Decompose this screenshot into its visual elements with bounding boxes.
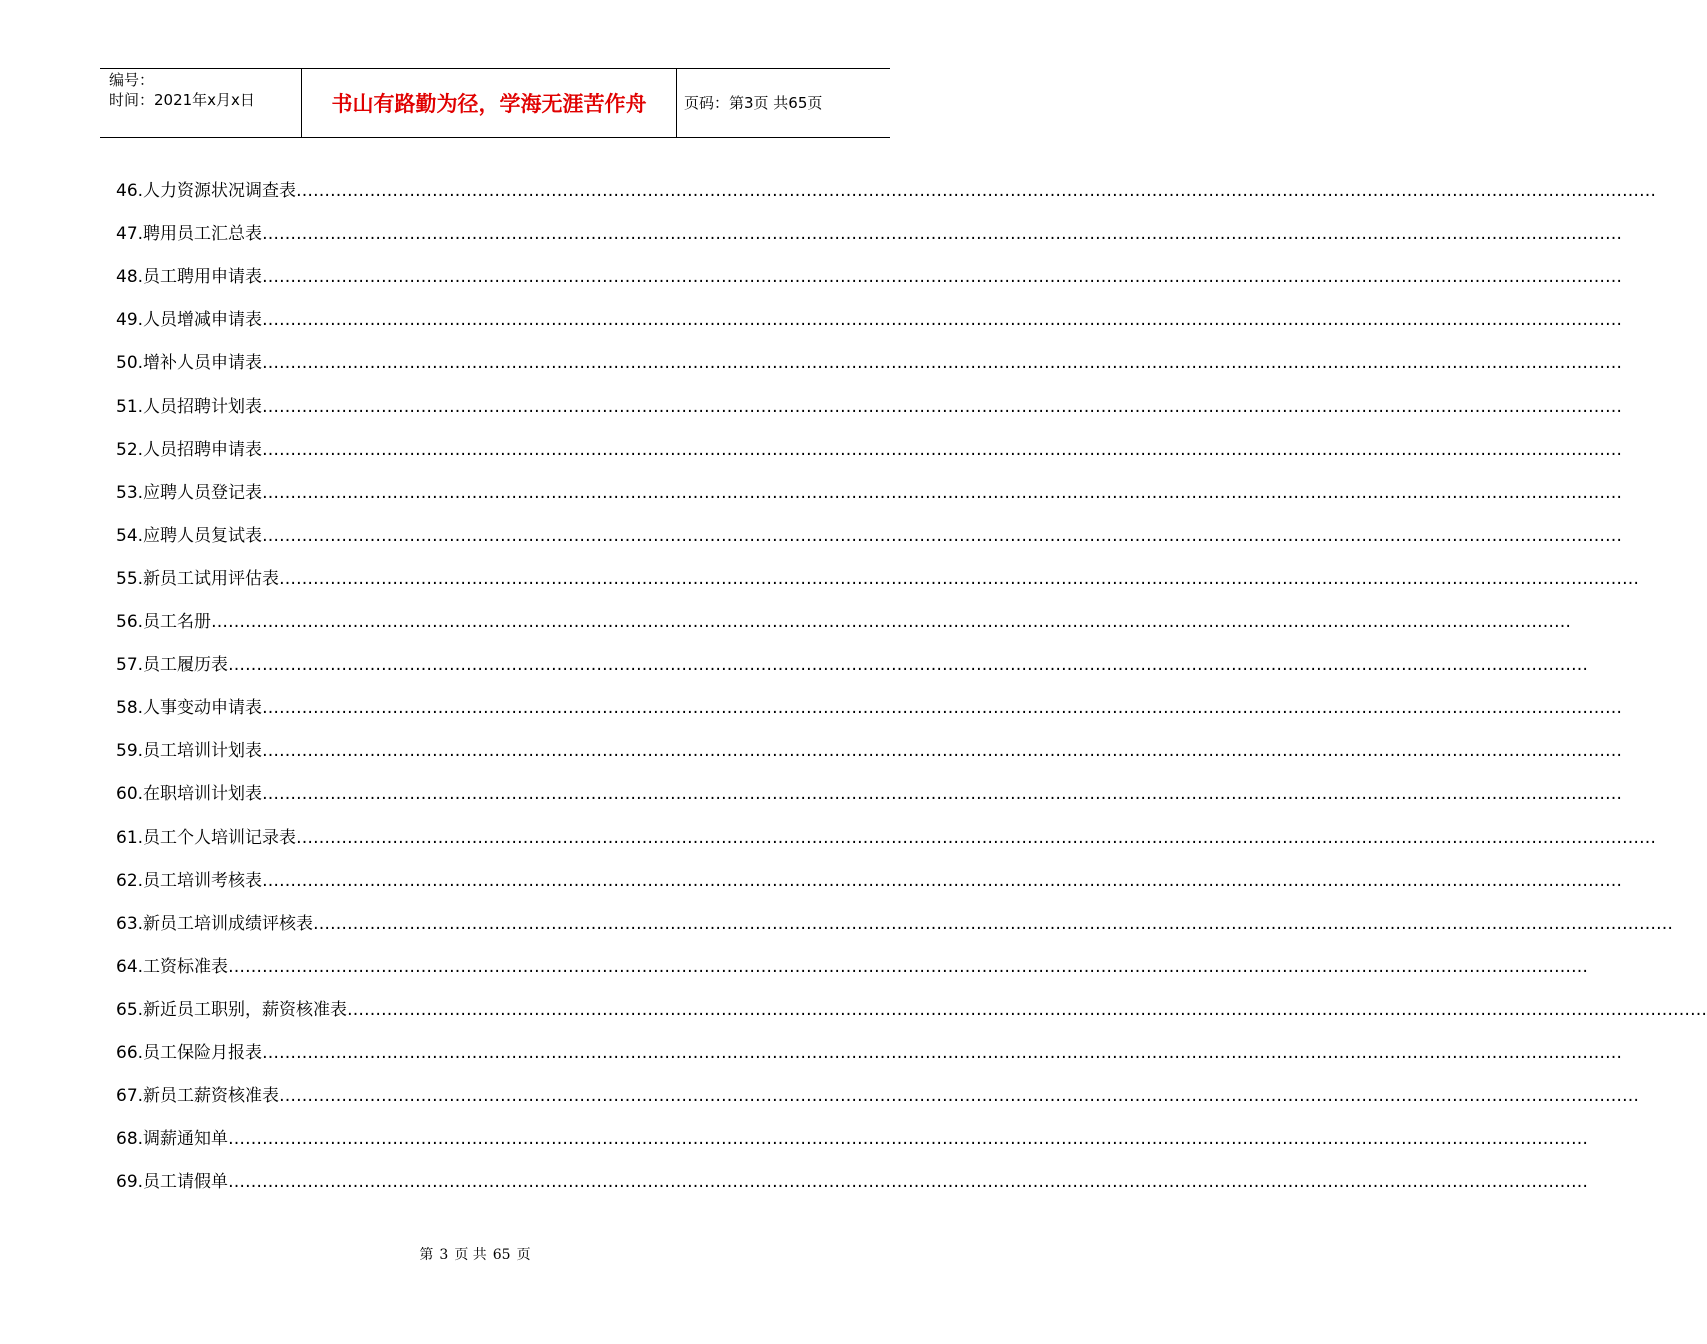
toc-entry	[116, 1127, 1589, 1151]
toc-entry	[116, 782, 1623, 806]
dot-leader: ……………………………………………………………………………………………………………………………………………………………………………………………………………………	[262, 526, 1623, 546]
toc-entry	[116, 869, 1623, 893]
toc-entry-label: 62.员工培训考核表	[116, 871, 263, 891]
toc-entry	[116, 395, 1623, 419]
toc-entry-label: 63.新员工培训成绩评核表	[116, 914, 314, 934]
toc-entry-label: 59.员工培训计划表	[116, 741, 263, 761]
dot-leader: ……………………………………………………………………………………………………………………………………………………………………………………………………………………	[262, 440, 1623, 460]
dot-leader: ……………………………………………………………………………………………………………………………………………………………………………………………………………………	[347, 1000, 1707, 1020]
toc-entry-label: 66.员工保险月报表	[116, 1043, 263, 1063]
motto-text: 书山有路勤为径，学海无涯苦作舟	[331, 92, 647, 116]
toc-entry-label: 61.员工个人培训记录表	[116, 828, 297, 848]
toc-entry	[116, 308, 1623, 332]
header-meta-cell	[100, 69, 301, 137]
dot-leader: ……………………………………………………………………………………………………………………………………………………………………………………………………………………	[279, 1086, 1640, 1106]
dot-leader: ……………………………………………………………………………………………………………………………………………………………………………………………………………………	[211, 612, 1572, 632]
page-header	[100, 68, 890, 138]
toc-entry-label: 54.应聘人员复试表	[116, 526, 263, 546]
toc-entry	[116, 739, 1623, 763]
dot-leader: ……………………………………………………………………………………………………………………………………………………………………………………………………………………	[262, 397, 1623, 417]
header-page-cell	[676, 69, 890, 137]
toc-entry	[116, 351, 1623, 375]
toc-entry-label: 58.人事变动申请表	[116, 698, 263, 718]
footer-suffix: 页	[516, 1247, 531, 1263]
toc-entry-label: 49.人员增减申请表	[116, 310, 263, 330]
toc-entry	[116, 222, 1623, 246]
dot-leader: ……………………………………………………………………………………………………………………………………………………………………………………………………………………	[262, 310, 1623, 330]
dot-leader: ……………………………………………………………………………………………………………………………………………………………………………………………………………………	[228, 1172, 1589, 1192]
toc-entry	[116, 955, 1589, 979]
footer-total: 65	[492, 1247, 511, 1263]
toc-entry	[116, 1170, 1589, 1194]
toc-entry-label: 55.新员工试用评估表	[116, 569, 280, 589]
toc-entry-label: 67.新员工薪资核准表	[116, 1086, 280, 1106]
toc-entry-label: 64.工资标准表	[116, 957, 229, 977]
toc-entry-label: 51.人员招聘计划表	[116, 397, 263, 417]
toc-entry	[116, 998, 1707, 1022]
code-label: 编号：	[109, 71, 155, 89]
toc-entry-label: 68.调薪通知单	[116, 1129, 229, 1149]
toc-entry	[116, 481, 1623, 505]
dot-leader: ……………………………………………………………………………………………………………………………………………………………………………………………………………………	[228, 1129, 1589, 1149]
toc-entry-label: 65.新近员工职别，薪资核准表	[116, 1000, 348, 1020]
toc-entry-label: 47.聘用员工汇总表	[116, 224, 263, 244]
toc-entry-label: 46.人力资源状况调查表	[116, 181, 297, 201]
toc-entry	[116, 524, 1623, 548]
toc-entry	[116, 826, 1657, 850]
dot-leader: ……………………………………………………………………………………………………………………………………………………………………………………………………………………	[279, 569, 1640, 589]
header-motto-cell	[301, 69, 677, 137]
toc-entry-label: 60.在职培训计划表	[116, 784, 263, 804]
dot-leader: ……………………………………………………………………………………………………………………………………………………………………………………………………………………	[262, 267, 1623, 287]
toc-entry-label: 50.增补人员申请表	[116, 353, 263, 373]
toc-entry-label: 69.员工请假单	[116, 1172, 229, 1192]
toc-entry	[116, 265, 1623, 289]
dot-leader: ……………………………………………………………………………………………………………………………………………………………………………………………………………………	[296, 181, 1657, 201]
toc-entry-label: 57.员工履历表	[116, 655, 229, 675]
toc-entry	[116, 567, 1640, 591]
toc-entry	[116, 653, 1589, 677]
toc-entry	[116, 1041, 1623, 1065]
dot-leader: ……………………………………………………………………………………………………………………………………………………………………………………………………………………	[262, 483, 1623, 503]
toc-entry-label: 48.员工聘用申请表	[116, 267, 263, 287]
dot-leader: ……………………………………………………………………………………………………………………………………………………………………………………………………………………	[262, 871, 1623, 891]
toc-entry	[116, 912, 1674, 936]
dot-leader: ……………………………………………………………………………………………………………………………………………………………………………………………………………………	[313, 914, 1674, 934]
page-info: 页码：第3页 共65页	[684, 94, 823, 112]
toc-entry	[116, 438, 1623, 462]
dot-leader: ……………………………………………………………………………………………………………………………………………………………………………………………………………………	[262, 741, 1623, 761]
toc-entry	[116, 610, 1572, 634]
toc-entry-label: 52.人员招聘申请表	[116, 440, 263, 460]
dot-leader: ……………………………………………………………………………………………………………………………………………………………………………………………………………………	[262, 224, 1623, 244]
dot-leader: ……………………………………………………………………………………………………………………………………………………………………………………………………………………	[262, 1043, 1623, 1063]
toc-entry	[116, 179, 1657, 203]
footer-page-number: 3	[439, 1247, 449, 1263]
toc-entry-label: 56.员工名册	[116, 612, 212, 632]
time-label: 时间：2021年x月x日	[109, 91, 255, 109]
dot-leader: ……………………………………………………………………………………………………………………………………………………………………………………………………………………	[228, 655, 1589, 675]
toc-entry	[116, 1084, 1640, 1108]
toc-entry	[116, 696, 1623, 720]
dot-leader: ……………………………………………………………………………………………………………………………………………………………………………………………………………………	[262, 353, 1623, 373]
dot-leader: ……………………………………………………………………………………………………………………………………………………………………………………………………………………	[262, 698, 1623, 718]
dot-leader: ……………………………………………………………………………………………………………………………………………………………………………………………………………………	[228, 957, 1589, 977]
page-footer	[0, 1246, 950, 1264]
footer-mid: 页 共	[454, 1247, 487, 1263]
dot-leader: ……………………………………………………………………………………………………………………………………………………………………………………………………………………	[296, 828, 1657, 848]
dot-leader: ……………………………………………………………………………………………………………………………………………………………………………………………………………………	[262, 784, 1623, 804]
toc-entry-label: 53.应聘人员登记表	[116, 483, 263, 503]
footer-prefix: 第	[419, 1247, 434, 1263]
